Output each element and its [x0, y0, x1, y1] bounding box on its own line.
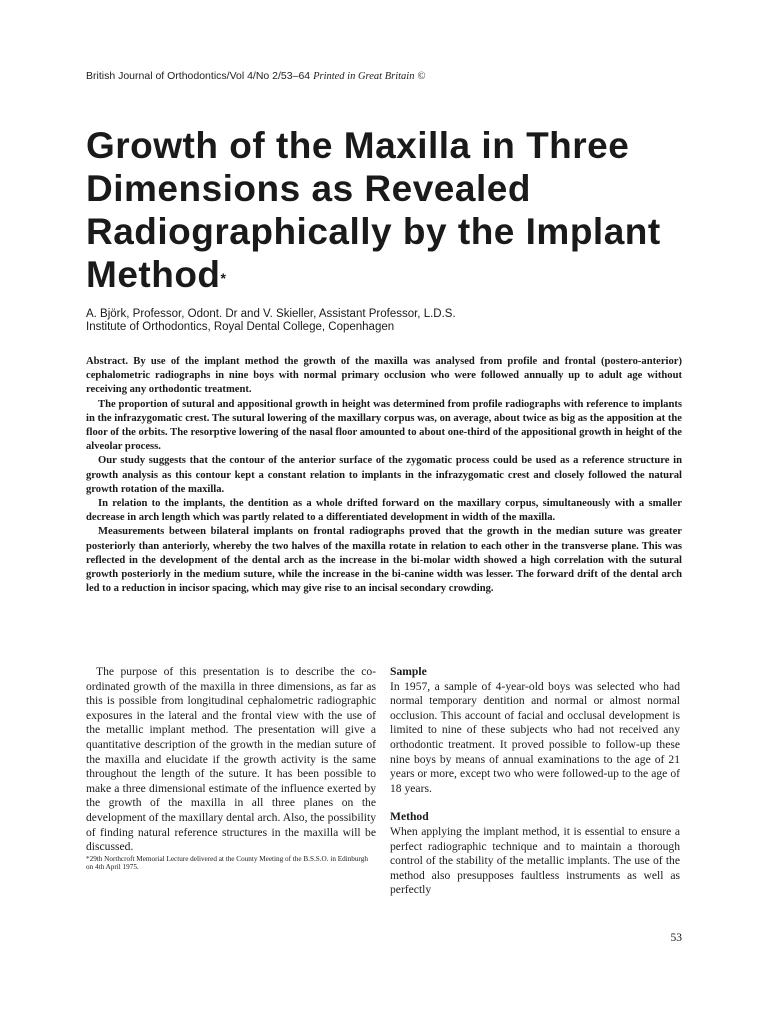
method-heading: Method [390, 810, 429, 824]
method-paragraph: When applying the implant method, it is essential to ensure a perfect radiographic technique and to maintain a thorough control of the stability of the metallic implants. The use of the method also presupposes faultless instruments as well as perfectly [390, 824, 680, 897]
printed-in: Printed in Great Britain [313, 71, 415, 82]
intro-paragraph: The purpose of this presentation is to describe the co-ordinated growth of the maxilla in three dimensions, as far as this is possible from longitudinal cephalometric radiographic exposures in the lateral and the frontal view with the use of the metallic implant method. The presentation will give a quantitative description of the growth in the median suture of the maxilla and elucidate if the growth activity is the same throughout the length of the suture. It has been possible to make a three dimensional estimate of the influence exerted by the growth of the maxilla in all three planes on the development of the maxillary dental arch. Also, the possibility of finding natural reference structures in the maxilla will be discussed. [86, 665, 376, 854]
journal-citation: British Journal of Orthodontics/Vol 4/No 2/53–64 [86, 70, 311, 82]
abstract-paragraph: The proportion of sutural and appositional growth in height was determined from profile radiographs with reference to implants in the infrazygomatic crest. The sutural lowering of the maxillary corpus was, on average, about twice as big as the apposition at the floor of the orbits. The resorptive lowering of the nasal floor amounted to about one-third of the appositional growth in height of the alveolar process. [86, 398, 682, 453]
abstract-paragraph: Abstract. By use of the implant method the growth of the maxilla was analysed from profile and frontal (postero-anterior) cephalometric radiographs in nine boys with normal primary occlusion who were followed annually up to adult age without receiving any orthodontic treatment. [86, 356, 682, 396]
right-column [390, 665, 680, 898]
sample-heading: Sample [390, 665, 427, 678]
title-text: Growth of the Maxilla in Three Dimensions as Revealed Radiographically by the Implant Method [86, 125, 661, 295]
copyright-mark: © [417, 71, 426, 82]
title-footnote-marker: * [220, 270, 227, 286]
abstract [86, 355, 682, 596]
abstract-paragraph: Our study suggests that the contour of the anterior surface of the zygomatic process could be used as a reference structure in growth analysis as this contour kept a constant relation to implants in the infrazygomatic crest and closely followed the natural growth rotation of the maxilla. [86, 455, 682, 495]
author-line: A. Björk, Professor, Odont. Dr and V. Skieller, Assistant Professor, L.D.S. [86, 308, 456, 320]
sample-paragraph: In 1957, a sample of 4-year-old boys was selected who had normal temporary dentition and normal or almost normal occlusion. This account of facial and occlusal development is limited to nine of these subjects who had not received any orthodontic treatment. It proved possible to follow-up these nine boys by means of annual examinations to the age of 21 years or more, except two who were followed-up to the age of 18 years. [390, 679, 680, 795]
page-number: 53 [670, 932, 682, 944]
affiliation-line: Institute of Orthodontics, Royal Dental College, Copenhagen [86, 321, 395, 333]
abstract-paragraph: In relation to the implants, the dentition as a whole drifted forward on the maxillary corpus, simultaneously with a smaller decrease in arch length which was partly related to a differentiated development in width of the maxilla. [86, 498, 682, 524]
footnote: *29th Northcroft Memorial Lecture delivered at the County Meeting of the B.S.S.O. in Edinburgh on 4th April 1975. [86, 854, 368, 872]
author-block [86, 308, 706, 334]
article-title [86, 124, 726, 296]
running-head [86, 70, 726, 82]
left-column [86, 665, 376, 872]
abstract-paragraph: Measurements between bilateral implants on frontal radiographs proved that the growth in the median suture was greater posteriorly than anteriorly, whereby the two halves of the maxilla rotate in relation to each other in the transverse plane. This was reflected in the development of the dental arch as the increase in the bi-molar width showed a high correlation with the sutural growth posteriorly in the medium suture, while the increase in the bi-canine width was lesser. The forward drift of the dental arch led to a reduction in incisor spacing, which may give rise to an incisal secondary crowding. [86, 526, 682, 595]
